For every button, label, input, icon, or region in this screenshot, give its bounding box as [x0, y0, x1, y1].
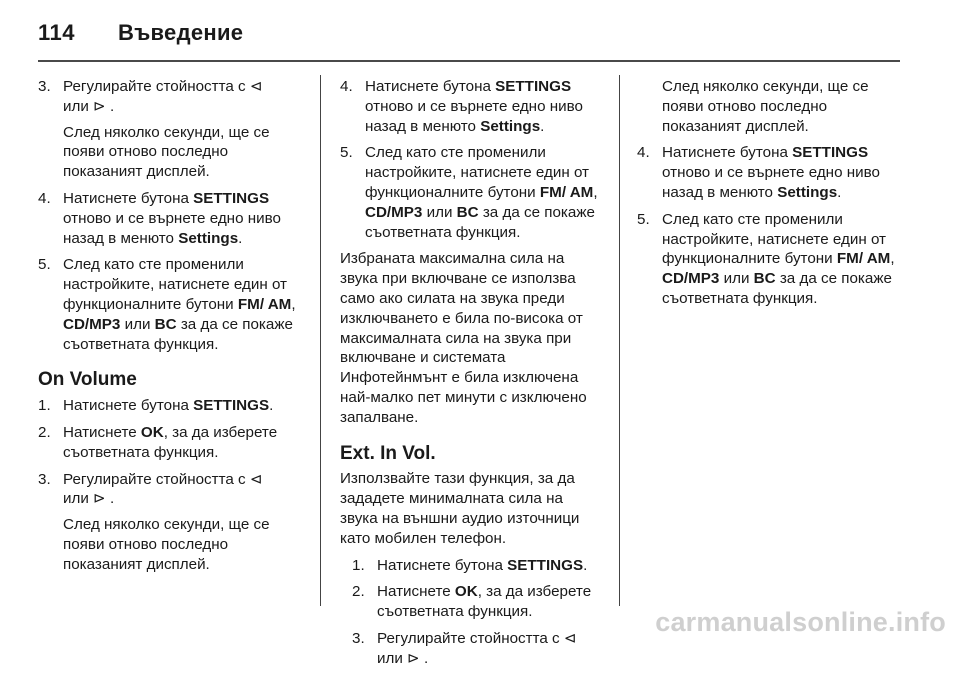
list-item	[340, 77, 602, 136]
list-text-line2: или ⊳ .	[377, 649, 429, 667]
list-text: Регулирайте стойността с ⊲	[63, 470, 263, 488]
list-number: 3.	[352, 629, 365, 647]
list-text: След като сте променили настройките, натиснете един от функционалните бутони	[365, 144, 590, 201]
list-text: Регулирайте стойността с ⊲	[63, 78, 263, 95]
list-text: Натиснете бутона	[662, 144, 793, 162]
ok-button-label: OK	[140, 423, 164, 441]
list-text: за да се покаже съответната функция.	[63, 315, 293, 353]
fm-am-button-label: FM/ AM	[836, 250, 891, 268]
list-text: отново и се върнете едно ниво назад в менюто	[63, 209, 281, 247]
fm-am-button-label: FM/ AM	[237, 295, 292, 313]
ok-button-label: OK	[454, 583, 478, 601]
cd-mp3-button-label: CD/MP3	[662, 270, 720, 288]
list-item	[352, 629, 602, 669]
column-3	[637, 77, 907, 316]
column-divider	[320, 75, 321, 606]
list-subtext: След няколко секунди, ще се появи отново последно показаният дисплей.	[63, 123, 270, 181]
list-number: 5.	[38, 256, 51, 274]
list-number: 4.	[340, 78, 353, 95]
column-divider	[619, 75, 620, 606]
list-text: отново и се върнете едно ниво назад в менюто	[365, 97, 583, 135]
section-heading: On Volume	[38, 369, 137, 391]
watermark-logo: carmanualsonline.info	[655, 607, 946, 637]
fm-am-button-label: FM/ AM	[539, 183, 594, 201]
settings-menu-label: Settings	[777, 183, 838, 201]
list-number: 3.	[38, 470, 51, 488]
list-text: Натиснете бутона	[377, 556, 508, 574]
paragraph: Използвайте тази функция, за да зададете минималната сила на звука на външни аудио източници като мобилен телефон.	[340, 470, 580, 547]
list-text: След като сте променили настройките, натиснете един от функционалните бутони	[662, 210, 887, 268]
list-item	[38, 77, 300, 182]
list-item	[352, 582, 602, 622]
list-text: След като сте променили настройките, натиснете един от функционалните бутони	[63, 256, 288, 313]
bc-button-label: BC	[154, 315, 177, 333]
list-item	[38, 396, 300, 416]
list-text-line2: или ⊳ .	[63, 490, 115, 508]
list-text: Натиснете	[63, 423, 141, 441]
list-text: Регулирайте стойността с ⊲	[377, 629, 577, 647]
list-text: .	[583, 556, 588, 574]
list-text: ,	[890, 250, 895, 268]
settings-button-label: SETTINGS	[193, 189, 270, 207]
settings-menu-label: Settings	[480, 117, 541, 135]
settings-button-label: SETTINGS	[507, 556, 584, 574]
list-text-line2: или ⊳ .	[63, 97, 115, 115]
bc-button-label: BC	[456, 203, 479, 221]
section-heading: Ext. In Vol.	[340, 442, 436, 464]
list-text: .	[540, 117, 545, 135]
list-text: Натиснете	[377, 583, 455, 601]
list-number: 1.	[352, 556, 365, 574]
paragraph: Избраната максимална сила на звука при включване се използва само ако силата на звука преди изключването е била по-висока от максималната сила на звука при включване и системата Инфотейнмънт е била изключена най-малко пет минути с изключено запалване.	[340, 250, 587, 426]
list-item	[637, 143, 907, 202]
list-text: ,	[593, 183, 598, 201]
list-text: или	[120, 315, 155, 333]
list-text: отново и се върнете едно ниво назад в менюто	[662, 164, 880, 201]
list-item	[38, 423, 300, 463]
list-number: 4.	[637, 144, 650, 162]
list-subtext: След няколко секунди, ще се появи отново последно показаният дисплей.	[63, 516, 270, 573]
cd-mp3-button-label: CD/MP3	[63, 315, 121, 333]
settings-button-label: SETTINGS	[792, 144, 869, 162]
page-number: 114	[38, 20, 75, 45]
bc-button-label: BC	[753, 270, 776, 288]
settings-menu-label: Settings	[178, 229, 239, 247]
settings-button-label: SETTINGS	[495, 78, 572, 95]
list-text: .	[837, 183, 842, 201]
list-text: , за да изберете съответната функция.	[63, 423, 278, 461]
list-number: 2.	[38, 423, 51, 441]
list-text: за да се покаже съответната функция.	[365, 203, 595, 241]
list-number: 5.	[340, 144, 353, 162]
list-text: , за да изберете съответната функция.	[377, 583, 592, 621]
list-text: или	[719, 270, 754, 288]
settings-button-label: SETTINGS	[193, 397, 270, 415]
list-text: ,	[291, 295, 296, 313]
list-text: .	[269, 397, 274, 415]
list-number: 5.	[637, 210, 650, 228]
list-text: Натиснете бутона	[63, 189, 194, 207]
list-number: 2.	[352, 583, 365, 601]
list-item	[340, 143, 602, 242]
list-item	[38, 470, 300, 575]
list-item	[637, 210, 907, 309]
list-number: 4.	[38, 189, 51, 207]
list-text: или	[422, 203, 457, 221]
column-2	[340, 77, 602, 676]
header-divider	[38, 60, 900, 62]
list-item	[38, 189, 300, 248]
page-title: Въведение	[118, 20, 244, 45]
list-number: 1.	[38, 397, 51, 415]
list-text: .	[238, 229, 243, 247]
list-text: Натиснете бутона	[365, 78, 496, 95]
list-item	[38, 255, 300, 354]
paragraph: След няколко секунди, ще се появи отново последно показаният дисплей.	[662, 78, 869, 135]
cd-mp3-button-label: CD/MP3	[365, 203, 423, 221]
column-1	[38, 77, 300, 582]
list-text: Натиснете бутона	[63, 397, 194, 415]
list-item	[352, 556, 602, 576]
list-text: за да се покаже съответната функция.	[662, 270, 892, 307]
list-number: 3.	[38, 78, 51, 95]
